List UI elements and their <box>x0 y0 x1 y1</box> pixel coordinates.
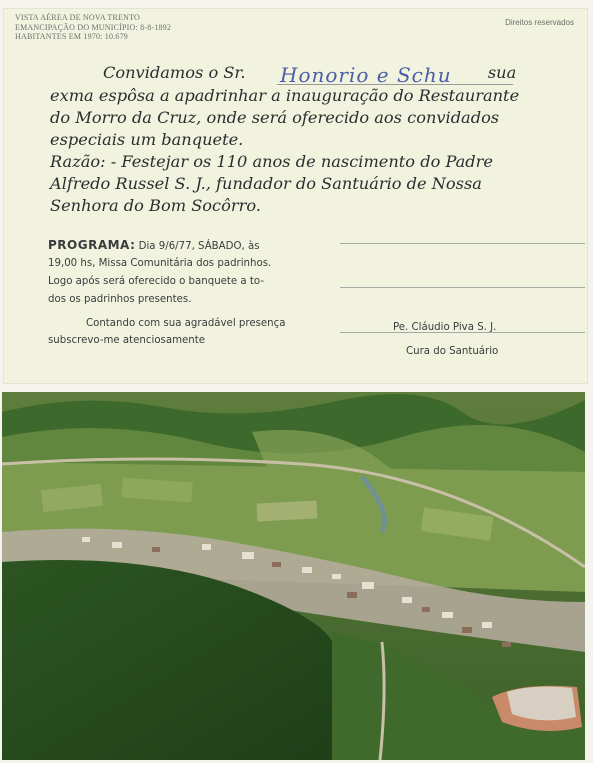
programa-line-4: dos os padrinhos presentes. <box>48 294 192 305</box>
aerial-town-photo <box>2 392 585 760</box>
signature-name: Pe. Cláudio Piva S. J. <box>393 322 497 333</box>
rule-1 <box>340 243 585 244</box>
invitation-line-6: Alfredo Russel S. J., fundador do Santuário de Nossa <box>50 174 482 193</box>
invitation-line-7: Senhora do Bom Socôrro. <box>50 196 261 215</box>
invitation-card <box>3 8 588 384</box>
signature-title: Cura do Santuário <box>406 346 499 357</box>
programa-label: PROGRAMA: <box>48 238 136 252</box>
programa-date: Dia 9/6/77, SÁBADO, às <box>138 241 260 252</box>
invitation-line-3: do Morro da Cruz, onde será oferecido aos convidados <box>50 108 500 127</box>
header-line-2: EMANCIPAÇÃO DO MUNICÍPIO: 8-8-1892 <box>15 22 172 32</box>
rule-2 <box>340 287 585 288</box>
quarry-area <box>507 687 576 721</box>
invitation-suffix: sua <box>487 63 517 82</box>
rights-reserved: Direitos reservados <box>505 18 574 27</box>
invitation-prefix: Convidamos o Sr. <box>103 63 246 82</box>
header-line-3: HABITANTES EM 1970: 10.679 <box>15 32 129 41</box>
programa-line-2: 19,00 hs, Missa Comunitária dos padrinhos. <box>48 258 272 269</box>
programa-line-3: Logo após será oferecido o banquete a to- <box>48 276 264 287</box>
closing-line-2: subscrevo-me atenciosamente <box>48 335 206 346</box>
closing-line-1: Contando com sua agradável presença <box>86 318 286 329</box>
invitation-line-2: exma espôsa a apadrinhar a inauguração do Restaurante <box>50 86 520 105</box>
handwritten-name: Honorio e Schu <box>280 63 452 87</box>
invitation-line-4: especiais um banquete. <box>50 130 244 149</box>
card-header-info <box>15 13 171 42</box>
programa-line-1 <box>48 238 260 252</box>
invitation-line-5: Razão: - Festejar os 110 anos de nascimento do Padre <box>50 152 493 171</box>
aerial-landscape-illustration <box>2 392 585 760</box>
header-line-1: VISTA AÉREA DE NOVA TRENTO <box>15 13 141 22</box>
